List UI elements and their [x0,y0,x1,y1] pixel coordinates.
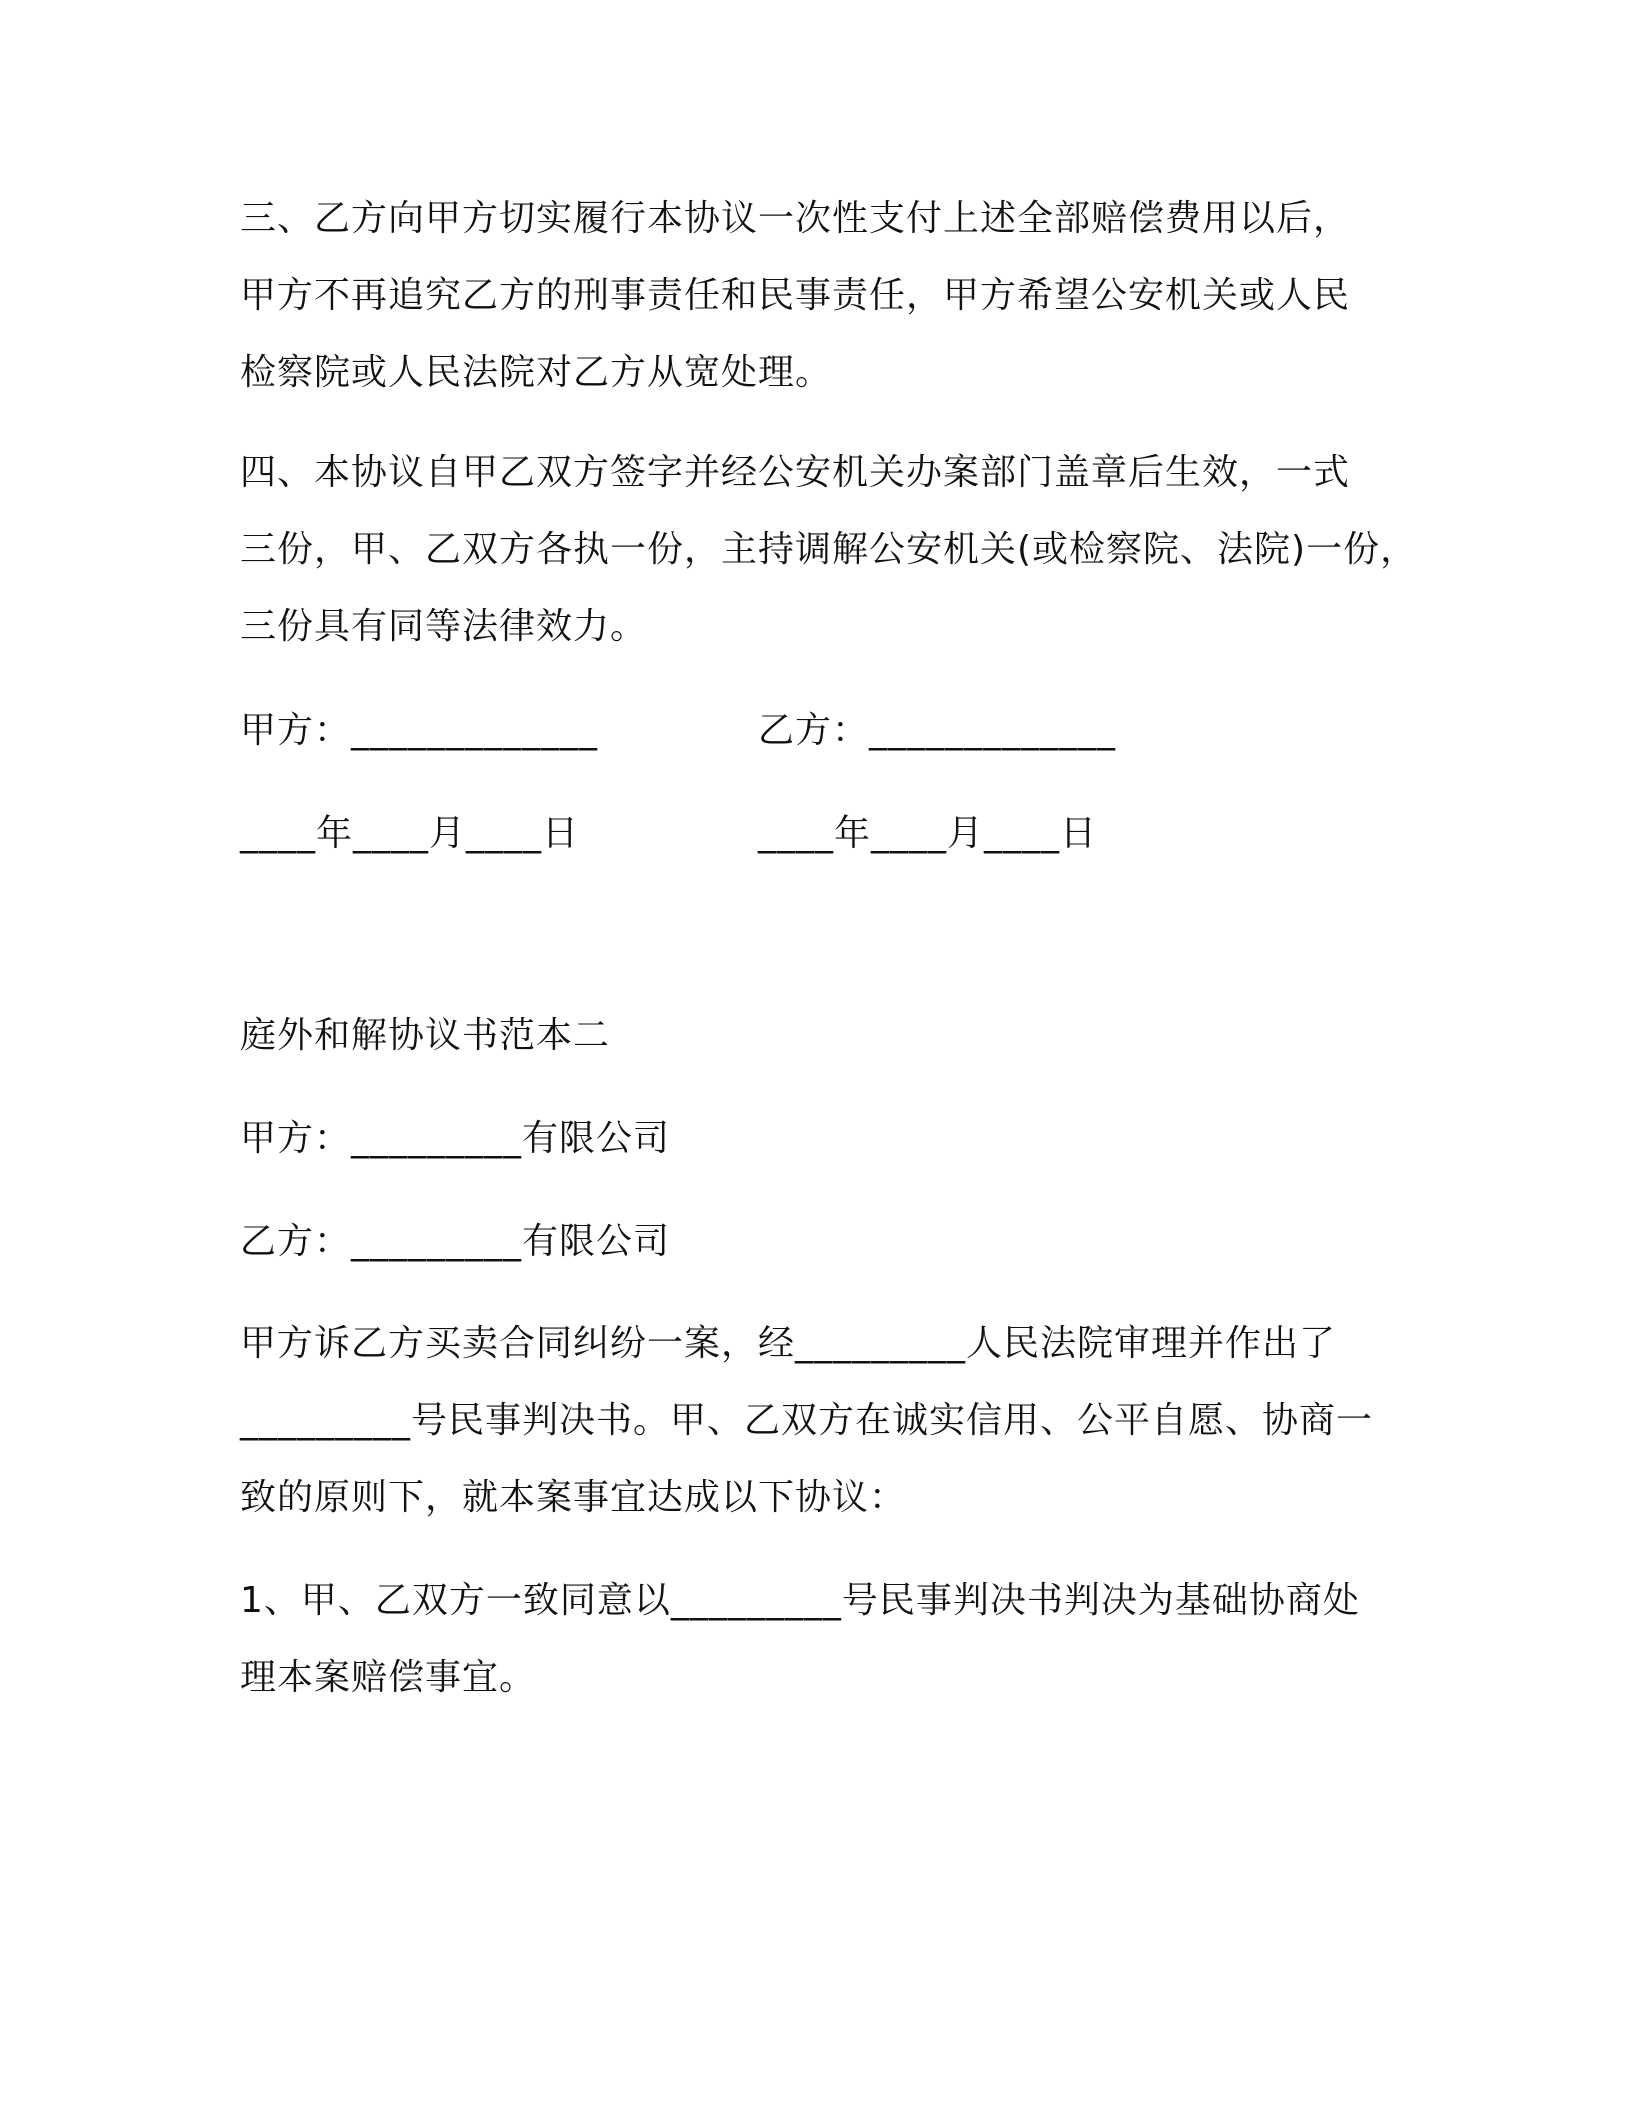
section4-line-3: 三份具有同等法律效力。 [240,606,648,647]
template2-clause1-line-2: 理本案赔偿事宜。 [240,1657,537,1698]
template2-intro-line-2: _________号民事判决书。甲、乙双方在诚实信用、公平自愿、协商一 [240,1400,1374,1441]
section3-line-2: 甲方不再追究乙方的刑事责任和民事责任，甲方希望公安机关或人民 [240,275,1351,316]
template2-clause1-line-1: 1、甲、乙双方一致同意以_________号民事判决书判决为基础协商处 [240,1580,1360,1621]
signature-date-a: ____年____月____日 [240,813,580,854]
section3-line-3: 检察院或人民法院对乙方从宽处理。 [240,352,833,393]
template2-party-b: 乙方：_________有限公司 [240,1221,671,1262]
template2-intro-line-3: 致的原则下，就本案事宜达成以下协议： [240,1477,907,1518]
section4-line-1: 四、本协议自甲乙双方签字并经公安机关办案部门盖章后生效，一式 [240,452,1351,493]
section3-line-1: 三、乙方向甲方切实履行本协议一次性支付上述全部赔偿费用以后， [240,198,1351,239]
template2-title: 庭外和解协议书范本二 [240,1015,611,1056]
section4-line-2: 三份，甲、乙双方各执一份，主持调解公安机关(或检察院、法院)一份， [240,529,1418,570]
signature-party-b: 乙方：_____________ [758,710,1117,751]
signature-party-a: 甲方：_____________ [240,710,599,751]
template2-party-a: 甲方：_________有限公司 [240,1118,671,1159]
signature-date-b: ____年____月____日 [758,813,1098,854]
template2-intro-line-1: 甲方诉乙方买卖合同纠纷一案，经_________人民法院审理并作出了 [240,1323,1337,1364]
